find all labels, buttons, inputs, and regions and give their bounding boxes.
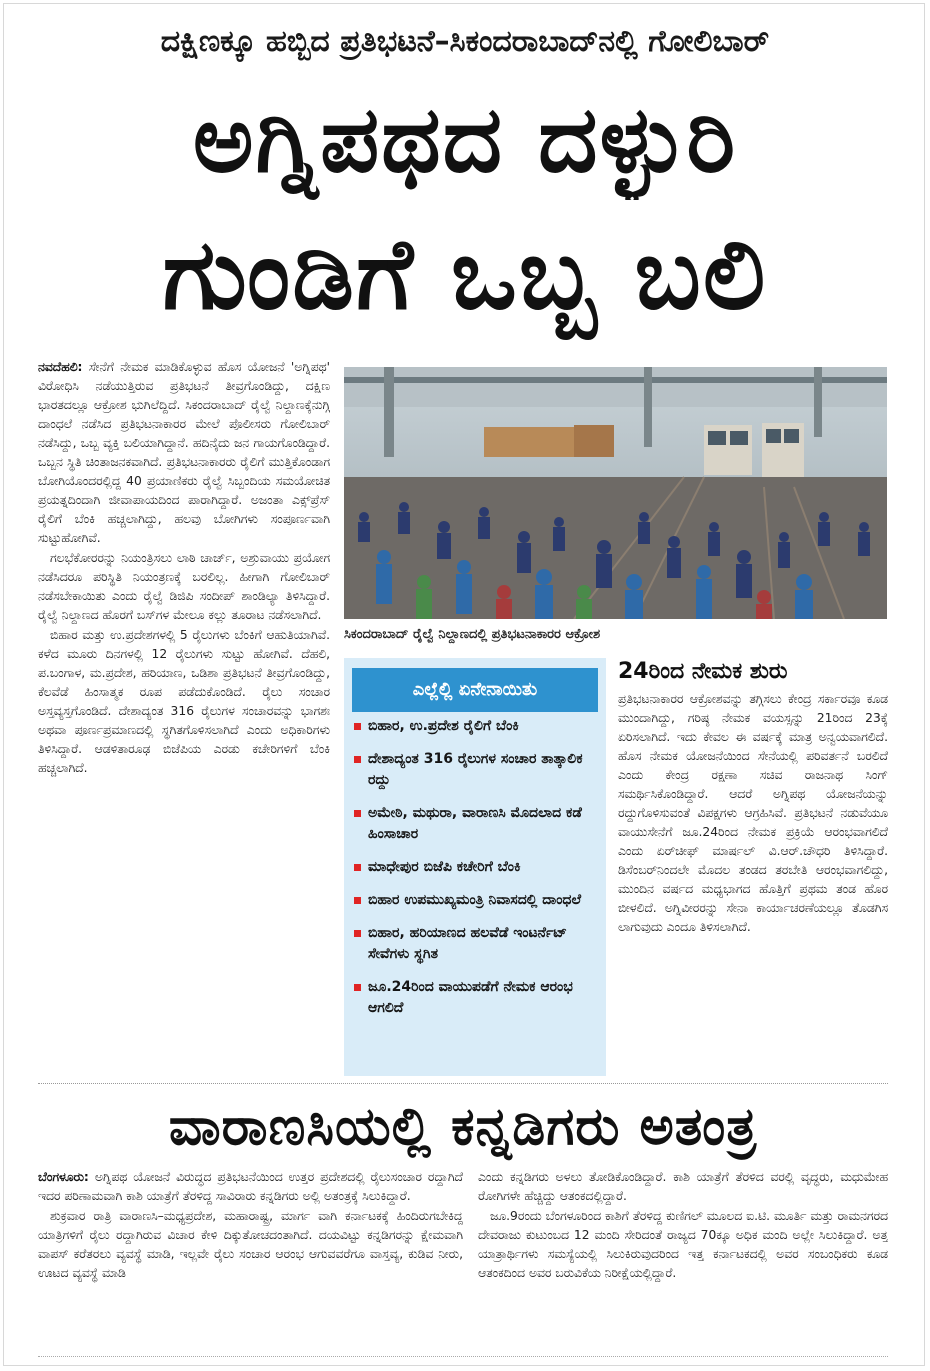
highlight-item (354, 803, 600, 845)
highlight-text: ಬಿಹಾರ, ಹರಿಯಾಣದ ಹಲವೆಡೆ ಇಂಟರ್ನೆಟ್ ಸೇವೆಗಳು ಸ್ಥಗಿತ (368, 925, 567, 962)
paragraph-text: ಸೇನೆಗೆ ನೇಮಕ ಮಾಡಿಕೊಳ್ಳುವ ಹೊಸ ಯೋಜನೆ 'ಅಗ್ನಿಪಥ' ವಿರೋಧಿಸಿ ನಡೆಯುತ್ತಿರುವ ಪ್ರತಿಭಟನೆ ತೀವ್ರಗೊಂಡಿದ್ದು, ದಕ್ಷಿಣ ಭಾರತದಲ್ಲೂ ಆಕ್ರೋಶ ಭುಗಿಲೆದ್ದಿದೆ. ಸಿಕಂದರಾಬಾದ್ ರೈಲ್ವೆ ನಿಲ್ದಾಣಕ್ಕೆನುಗ್ಗಿ ದಾಂಧಲೆ ನಡೆಸಿದ ಪ್ರತಿಭಟನಾಕಾರರ ಮೇಲೆ ಪೊಲೀಸರು ಗೋಲಿಬಾರ್ ನಡೆಸಿದ್ದು, ಒಬ್ಬ ವ್ಯಕ್ತಿ ಬಲಿಯಾಗಿದ್ದಾನೆ. ಹದಿನೈದು ಜನ ಗಾಯಗೊಂಡಿದ್ದಾರೆ. ಒಬ್ಬನ ಸ್ಥಿತಿ ಚಿಂತಾಜನಕವಾಗಿದೆ. ಪ್ರತಿಭಟನಾಕಾರರು ರೈಲಿಗೆ ಮುತ್ತಿಕೊಂಡಾಗ ಬೋಗಿಯೊಂದರಲ್ಲಿದ್ದ 40 ಪ್ರಯಾಣಿಕರು ರೈಲ್ವೆ ಸಿಬ್ಬಂದಿಯ ಸಮಯೋಚಿತ ಪ್ರಯತ್ನದಿಂದಾಗಿ ಜೀವಾಪಾಯದಿಂದ ಪಾರಾಗಿದ್ದಾರೆ. ಅಜಂತಾ ಎಕ್ಸ್‌ಪ್ರೆಸ್ ರೈಲಿಗೆ ಬೆಂಕಿ ಹಚ್ಚಲಾಗಿದ್ದು, ಹಲವು ಬೋಗಿಗಳು ಸಂಪೂರ್ಣವಾಗಿ ಸುಟ್ಟುಹೋಗಿವೆ. (38, 360, 330, 545)
highlight-item (354, 977, 600, 1019)
article-paragraph: ಎಂದು ಕನ್ನಡಿಗರು ಅಳಲು ತೋಡಿಕೊಂಡಿದ್ದಾರೆ. ಕಾಶಿ ಯಾತ್ರೆಗೆ ತೆರಳಿದ ವರಲ್ಲಿ ವೃದ್ಧರು, ಮಧುಮೇಹ ರೋಗಿಗಳೇ ಹೆಚ್ಚಿದ್ದು ಆತಂಕದಲ್ಲಿದ್ದಾರೆ. (478, 1170, 888, 1203)
second-story-left-column (38, 1168, 463, 1350)
article-paragraph: ಬಿಹಾರ ಮತ್ತು ಉ.ಪ್ರದೇಶಗಳಲ್ಲಿ 5 ರೈಲುಗಳು ಬೆಂಕಿಗೆ ಆಹುತಿಯಾಗಿವೆ. ಕಳೆದ ಮೂರು ದಿನಗಳಲ್ಲಿ 12 ರೈಲುಗಳು ಸುಟ್ಟು ಹೋಗಿವೆ. ದೆಹಲಿ, ಪ.ಬಂಗಾಳ, ಮ.ಪ್ರದೇಶ, ಹರಿಯಾಣ, ಒಡಿಶಾ ಪ್ರತಿಭಟನೆ ತೀವ್ರಗೊಂಡಿದ್ದು, ಕೆಲವೆಡೆ ಹಿಂಸಾತ್ಮಕ ರೂಪ ಪಡೆದುಕೊಂಡಿದೆ. ರೈಲು ಸಂಚಾರ ಅಸ್ತವ್ಯಸ್ತಗೊಂಡಿದೆ. ದೇಶಾದ್ಯಂತ 316 ರೈಲುಗಳ ಸಂಚಾರವನ್ನು ಭಾಗಶಃ ಅಥವಾ ಪೂರ್ಣಪ್ರಮಾಣದಲ್ಲಿ ಸ್ಥಗಿತಗೊಳಿಸಲಾಗಿದೆ ಎಂದು ಅಧಿಕಾರಿಗಳು ತಿಳಿಸಿದ್ದಾರೆ. ಆಡಳಿತಾರೂಢ ಬಿಜೆಪಿಯ ಎರಡು ಕಚೇರಿಗಳಿಗೆ ಬೆಂಕಿ ಹಚ್ಚಲಾಗಿದೆ. (38, 628, 330, 775)
article-paragraph: ಶುಕ್ರವಾರ ರಾತ್ರಿ ವಾರಾಣಸಿ–ಮಧ್ಯಪ್ರದೇಶ, ಮಹಾರಾಷ್ಟ್ರ, ಮಾರ್ಗ ವಾಗಿ ಕರ್ನಾಟಕಕ್ಕೆ ಹಿಂದಿರುಗಬೇಕಿದ್ದ ಯಾತ್ರಿಗಳಿಗೆ ರೈಲು ರದ್ದಾಗಿರುವ ವಿಚಾರ ಕೇಳಿ ದಿಕ್ಕುತೋಚದಂತಾಗಿದೆ. ದಯವಿಟ್ಟು ಕನ್ನಡಿಗರನ್ನು ಕ್ಷೇಮವಾಗಿ ವಾಪಸ್ ಕರೆತರಲು ವ್ಯವಸ್ಥೆ ಮಾಡಿ, ಇಲ್ಲವೇ ರೈಲು ಸಂಚಾರ ಆರಂಭ ಆಗುವವರೆಗೂ ವಾಸ್ತವ್ಯ, ಕುಡಿವ ನೀರು, ಊಟದ ವ್ಯವಸ್ಥೆ ಮಾಡಿ (38, 1209, 463, 1280)
headline-line-1: ಅಗ್ನಿಪಥದ ದಳ್ಳುರಿ (192, 86, 738, 193)
kicker: ದಕ್ಷಿಣಕ್ಕೂ ಹಬ್ಬಿದ ಪ್ರತಿಭಟನೆ–ಸಿಕಂದರಾಬಾದ್‌ನಲ್ಲಿ ಗೋಲಿಬಾರ್ (160, 24, 770, 59)
bullet-icon (354, 756, 361, 763)
photo-caption: ಸಿಕಂದರಾಬಾದ್ ರೈಲ್ವೆ ನಿಲ್ದಾಣದಲ್ಲಿ ಪ್ರತಿಭಟನಾಕಾರರ ಆಕ್ರೋಶ (344, 627, 601, 642)
bullet-icon (354, 897, 361, 904)
article-paragraph (38, 1168, 463, 1206)
highlights-list (354, 716, 600, 1031)
left-column-article (38, 358, 330, 1080)
right-column-article (618, 690, 888, 1076)
highlight-text: ದೇಶಾದ್ಯಂತ 316 ರೈಲುಗಳ ಸಂಚಾರ ತಾತ್ಕಾಲಿಕ ರದ್ದು (368, 751, 583, 788)
article-paragraph: ಜೂ.9ರಂದು ಬೆಂಗಳೂರಿಂದ ಕಾಶಿಗೆ ತೆರಳಿದ್ದ ಕುಣಿಗಲ್ ಮೂಲದ ಐ.ಟಿ. ಮೂರ್ತಿ ಮತ್ತು ರಾಮನಗರದ ದೇವರಾಜು ಕುಟುಂಬದ 12 ಮಂದಿ ಸೇರಿದಂತೆ ರಾಜ್ಯದ 70ಕ್ಕೂ ಅಧಿಕ ಮಂದಿ ಅಲ್ಲೇ ಸಿಲುಕಿದ್ದಾರೆ. ಅತ್ತ ಯಾತ್ರಾರ್ಥಿಗಳು ಸಮಸ್ಯೆಯಲ್ಲಿ ಸಿಲುಕಿರುವುದರಿಂದ ಇತ್ತ ಕರ್ನಾಟಕದಲ್ಲಿ ಅವರ ಸಂಬಂಧಿಕರು ಕೂಡ ಆತಂಕದಿಂದ ಅವರ ಬರುವಿಕೆಯ ನಿರೀಕ್ಷೆಯಲ್ಲಿದ್ದಾರೆ. (478, 1209, 888, 1280)
highlight-text: ಬಿಹಾರ ಉಪಮುಖ್ಯಮಂತ್ರಿ ನಿವಾಸದಲ್ಲಿ ದಾಂಧಲೆ (368, 892, 582, 908)
bullet-icon (354, 810, 361, 817)
protest-photo (344, 367, 887, 619)
protest-photo-illustration (344, 367, 887, 619)
highlight-text: ಜೂ.24ರಿಂದ ವಾಯುಪಡೆಗೆ ನೇಮಕ ಆರಂಭ ಆಗಲಿದೆ (368, 979, 573, 1016)
highlights-box-title: ಎಲ್ಲೆಲ್ಲಿ ಏನೇನಾಯಿತು (352, 668, 598, 712)
highlight-item (354, 890, 600, 911)
article-paragraph: ಪ್ರತಿಭಟನಾಕಾರರ ಆಕ್ರೋಶವನ್ನು ತಗ್ಗಿಸಲು ಕೇಂದ್ರ ಸರ್ಕಾರವೂ ಕೂಡ ಮುಂದಾಗಿದ್ದು, ಗರಿಷ್ಠ ನೇಮಕ ವಯಸ್ಸನ್ನು 21ರಿಂದ 23ಕ್ಕೆ ಏರಿಸಲಾಗಿದೆ. ಇದು ಕೇವಲ ಈ ವರ್ಷಕ್ಕೆ ಮಾತ್ರ ಅನ್ವಯವಾಗಲಿದೆ. ಹೊಸ ನೇಮಕ ಯೋಜನೆಯಿಂದ ಸೇನೆಯಲ್ಲಿ ಪರಿವರ್ತನೆ ಬರಲಿದೆ ಎಂದು ಕೇಂದ್ರ ರಕ್ಷಣಾ ಸಚಿವ ರಾಜನಾಥ ಸಿಂಗ್ ಸಮರ್ಥಿಸಿಕೊಂಡಿದ್ದಾರೆ. ಆದರೆ ಅಗ್ನಿಪಥ ಯೋಜನೆಯನ್ನು ರದ್ದುಗೊಳಿಸುವಂತೆ ವಿಪಕ್ಷಗಳು ಆಗ್ರಹಿಸಿವೆ. ಪ್ರತಿಭಟನೆ ನಡುವೆಯೂ ವಾಯುಸೇನೆಗೆ ಜೂ.24ರಿಂದ ನೇಮಕ ಪ್ರಕ್ರಿಯೆ ಆರಂಭವಾಗಲಿದೆ ಎಂದು ಏರ್‌ಚೀಫ್ ಮಾರ್ಷಲ್ ವಿ.ಆರ್.ಚೌಧರಿ ತಿಳಿಸಿದ್ದಾರೆ. ಡಿಸೆಂಬರ್‌ನಿಂದಲೇ ಮೊದಲ ತಂಡದ ತರಬೇತಿ ಆರಂಭವಾಗಲಿದ್ದು, ಮುಂದಿನ ವರ್ಷದ ಮಧ್ಯಭಾಗದ ಹೊತ್ತಿಗೆ ಪ್ರಥಮ ತಂಡ ಹೊರ ಬೀಳಲಿದೆ. ಅಗ್ನಿವೀರರನ್ನು ಸೇನಾ ಕಾರ್ಯಾಚರಣೆಯಲ್ಲೂ ತೊಡಗಿಸ ಲಾಗುವುದು ಎಂದೂ ತಿಳಿಸಲಾಗಿದೆ. (618, 692, 888, 934)
highlight-text: ಅಮೇಠಿ, ಮಥುರಾ, ವಾರಾಣಸಿ ಮೊದಲಾದ ಕಡೆ ಹಿಂಸಾಚಾರ (368, 805, 582, 842)
bullet-icon (354, 930, 361, 937)
dateline: ಬೆಂಗಳೂರು: (38, 1170, 89, 1184)
bullet-icon (354, 984, 361, 991)
second-story-right-column (478, 1168, 888, 1350)
bullet-icon (354, 864, 361, 871)
article-paragraph: ಗಲಭೆಕೋರರನ್ನು ನಿಯಂತ್ರಿಸಲು ಲಾಠಿ ಚಾರ್ಜ್, ಅಶ್ರುವಾಯು ಪ್ರಯೋಗ ನಡೆಸಿದರೂ ಪರಿಸ್ಥಿತಿ ನಿಯಂತ್ರಣಕ್ಕೆ ಬರಲಿಲ್ಲ. ಹೀಗಾಗಿ ಗೋಲಿಬಾರ್ ನಡೆಸಬೇಕಾಯಿತು ಎಂದು ರೈಲ್ವೆ ಡಿಜಿಪಿ ಸಂದೀಪ್ ಶಾಂಡಿಲ್ಯಾ ತಿಳಿಸಿದ್ದಾರೆ. ರೈಲ್ವೆ ನಿಲ್ದಾಣದ ಹೊರಗೆ ಬಸ್‌ಗಳ ಮೇಲೂ ಕಲ್ಲು ತೂರಾಟ ನಡೆಸಲಾಗಿದೆ. (38, 551, 330, 622)
highlight-text: ಬಿಹಾರ, ಉ.ಪ್ರದೇಶ ರೈಲಿಗೆ ಬೆಂಕಿ (368, 718, 519, 734)
highlight-item (354, 857, 600, 878)
section-divider (38, 1083, 888, 1084)
highlights-box (344, 658, 606, 1076)
headline-line-2: ಗುಂಡಿಗೆ ಒಬ್ಬ ಬಲಿ (162, 218, 768, 332)
highlight-item (354, 923, 600, 965)
highlight-text: ಮಾಧೇಪುರ ಬಿಜೆಪಿ ಕಚೇರಿಗೆ ಬೆಂಕಿ (368, 859, 521, 875)
bullet-icon (354, 723, 361, 730)
bottom-divider (38, 1356, 888, 1357)
highlight-item (354, 716, 600, 737)
paragraph-text: ಅಗ್ನಿಪಥ ಯೋಜನೆ ವಿರುದ್ಧದ ಪ್ರತಿಭಟನೆಯಿಂದ ಉತ್ತರ ಪ್ರದೇಶದಲ್ಲಿ ರೈಲುಸಂಚಾರ ರದ್ದಾಗಿದೆ ಇದರ ಪರಿಣಾಮವಾಗಿ ಕಾಶಿ ಯಾತ್ರೆಗೆ ತೆರಳಿದ್ದ ಸಾವಿರಾರು ಕನ್ನಡಿಗರು ಅಲ್ಲಿ ಅತಂತ್ರಕ್ಕೆ ಸಿಲುಕಿದ್ದಾರೆ. (38, 1170, 463, 1203)
article-paragraph (38, 358, 330, 548)
highlight-item (354, 749, 600, 791)
dateline: ನವದೆಹಲಿ: (38, 360, 83, 374)
right-column-heading: 24ರಿಂದ ನೇಮಕ ಶುರು (618, 659, 788, 684)
second-story-headline: ವಾರಾಣಸಿಯಲ್ಲಿ ಕನ್ನಡಿಗರು ಅತಂತ್ರ (168, 1097, 758, 1157)
